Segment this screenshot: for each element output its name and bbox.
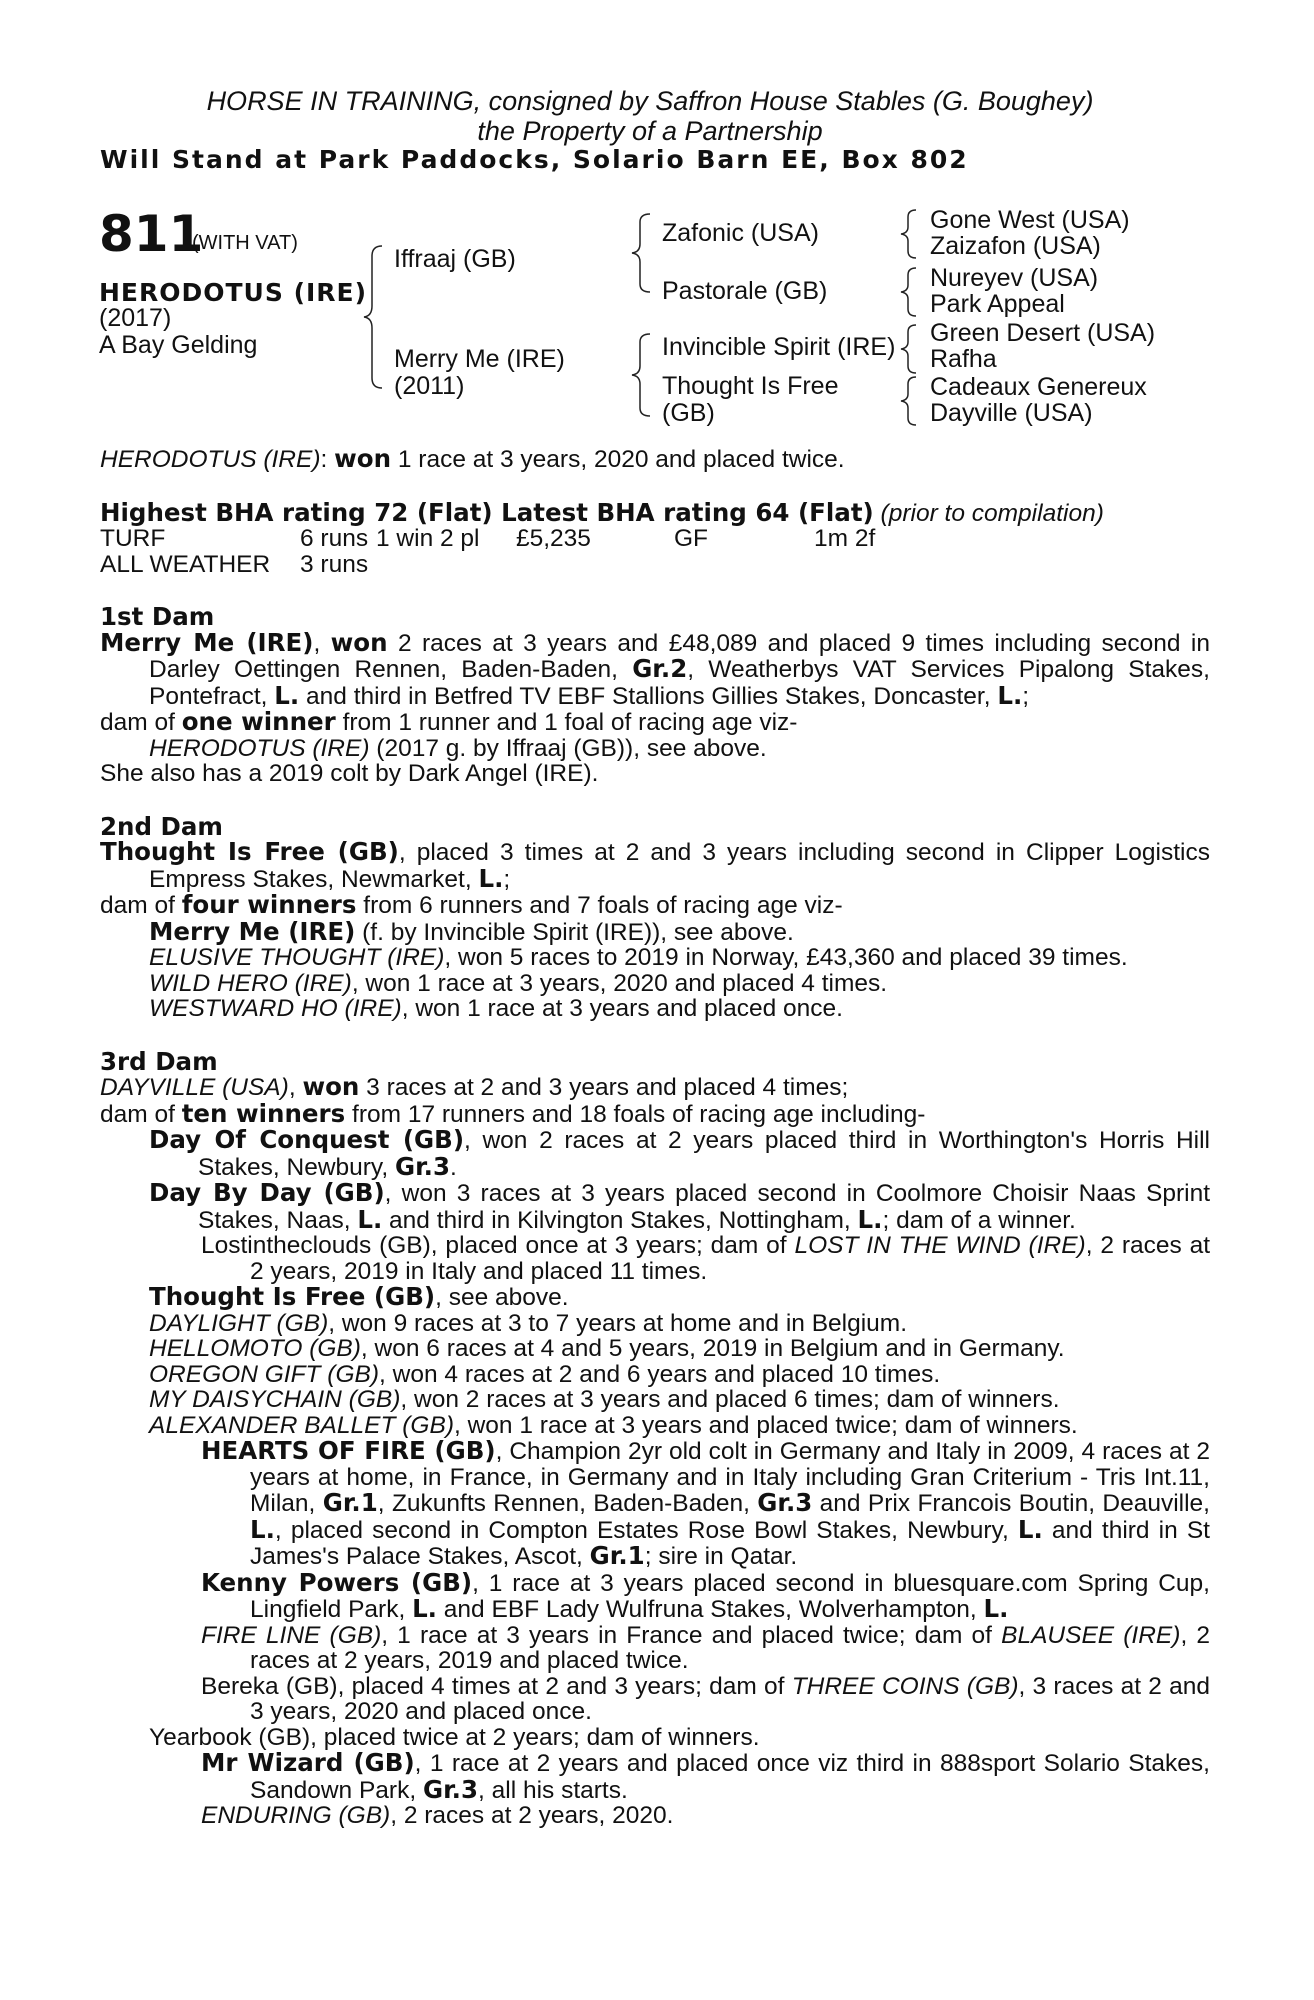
race-summary: HERODOTUS (IRE): won 1 race at 3 years, 2020 and placed twice. bbox=[100, 444, 845, 473]
horse-name: HERODOTUS (IRE) bbox=[99, 278, 368, 307]
pedigree-sire-sire: Zafonic (USA) bbox=[662, 219, 819, 247]
pedigree-sd-dam: Park Appeal bbox=[930, 290, 1065, 318]
consignor-line: HORSE IN TRAINING, consigned by Saffron House Stables (G. Boughey) bbox=[206, 86, 1094, 116]
third-dam-entry: DAYVILLE (USA), won 3 races at 2 and 3 years and placed 4 times; bbox=[100, 1072, 849, 1101]
bha-rating: Highest BHA rating 72 (Flat) Latest BHA rating 64 (Flat) (prior to compilation) bbox=[100, 497, 1104, 527]
pedigree-brace-dam bbox=[628, 330, 658, 420]
third-dam-heading: 3rd Dam bbox=[100, 1046, 218, 1076]
lot-number: 811 bbox=[99, 205, 204, 263]
catalogue-body: HERODOTUS (IRE): won 1 race at 3 years, 2020 and placed twice. Highest BHA rating 72 (Flat) Latest BHA rating 64 (Flat) (prior to compilation) TURF 6 runs 1 win 2 pl £5,235 GF 1m 2f ALL WEATHER 3 runs 1st Dam Merry Me (IRE), won 2 races at 3 years and £48,089 and placed 9 times including second in Darley Oettingen Rennen, Baden-Baden, Gr.2, Weatherbys VAT Services Pipalong Stakes, Pontefract, L. and third in Betfred TV EBF Stallions Gillies Stakes, Doncaster, L.; dam of one winner from 1 runner and 1 foal of racing age viz- HERODOTUS (IRE) (2017 g. by Iffraaj (GB)), see above. She also has a 2019 colt by Dark Angel (IRE). 2nd Dam Thought Is Free (GB), placed 3 times at 2 and 3 years including second in Clipper Logistics Empress Stakes, Newmarket, L.; dam of four winners from 6 runners and 7 foals of racing age viz- Merry Me (IRE) (f. by Invincible Spirit (IRE)), see above. ELUSIVE THOUGHT (IRE), won 5 races to 2019 in Norway, £43,360 and placed 39 times. WILD HERO (IRE), won 1 race at 3 years, 2020 and placed 4 times. WESTWARD HO (IRE), won 1 race at 3 years and placed once. 3rd Dam DAYVILLE (USA), won 3 races at 2 and 3 years and placed 4 times; dam of ten winners from 17 runners and 18 foals of racing age including- Day Of Conquest (GB), won 2 races at 2 years placed third in Worthington's Horris Hill Stakes, Newbury, Gr.3. Day By Day (GB), won 3 races at 3 years placed second in Coolmore Choisir Naas Sprint Stakes, Naas, L. and third in Kilvington Stakes, Nottingham, L.; dam of a winner. Lostintheclouds (GB), placed once at 3 years; dam of LOST IN THE WIND (IRE), 2 races at 2 years, 2019 in Italy and placed 11 times. Thought Is Free (GB), see above. DAYLIGHT (GB), won 9 races at 3 to 7 years at home and in Belgium. HELLOMOTO (GB), won 6 races at 4 and 5 years, 2019 in Belgium and in Germany. OREGON GIFT (GB), won 4 races at 2 and 6 years and placed 10 times. MY DAISYCHAIN (GB), won 2 races at 3 years and placed 6 times; dam of winners. ALEXANDER BALLET (GB), won 1 race at 3 years and placed twice; dam of winners. HEARTS OF FIRE (GB), Champion 2yr old colt in Germany and Italy in 2009, 4 races at 2 years at home, in France, in Germany and in Italy including Gran Criterium - Tris Int.11, Milan, Gr.1, Zukunfts Rennen, Baden-Baden, Gr.3 and Prix Francois Boutin, Deauville, L., placed second in Compton Estates Rose Bowl Stakes, Newbury, L. and third in St James's Palace Stakes, Ascot, Gr.1; sire in Qatar. Kenny Powers (GB), 1 race at 3 years placed second in bluesquare.com Spring Cup, Lingfield Park, L. and EBF Lady Wulfruna Stakes, Wolverhampton, L. FIRE LINE (GB), 1 race at 3 years in France and placed twice; dam of BLAUSEE (IRE), 2 races at 2 years, 2019 and placed twice. Bereka (GB), placed 4 times at 2 and 3 years; dam of THREE COINS (GB), 3 races at 2 and 3 years, 2020 and placed once. Yearbook (GB), placed twice at 2 years; dam of winners. Mr Wizard (GB), 1 race at 2 years and placed once viz third in 888sport Solario Stakes, Sandown Park, Gr.3, all his starts. ENDURING (GB), 2 races at 2 years, 2020. bbox=[100, 444, 1211, 1829]
pedigree-ds-dam: Rafha bbox=[930, 345, 997, 373]
horse-description: A Bay Gelding bbox=[99, 331, 258, 359]
pedigree-dd-sire: Cadeaux Genereux bbox=[930, 373, 1147, 401]
pedigree-brace-sire bbox=[628, 210, 658, 295]
pedigree-brace-ds bbox=[898, 322, 922, 376]
pedigree-dam-sire: Invincible Spirit (IRE) bbox=[662, 333, 896, 361]
stand-location: Will Stand at Park Paddocks, Solario Barn EE, Box 802 bbox=[100, 145, 969, 174]
all-weather-record: ALL WEATHER 3 runs bbox=[100, 550, 369, 578]
pedigree-dd-dam: Dayville (USA) bbox=[930, 399, 1093, 427]
turf-record: TURF 6 runs 1 win 2 pl £5,235 GF 1m 2f bbox=[100, 525, 876, 552]
pedigree-sire-dam: Pastorale (GB) bbox=[662, 277, 828, 305]
pedigree-dam-dam: Thought Is Free bbox=[662, 372, 839, 400]
pedigree-sd-sire: Nureyev (USA) bbox=[930, 264, 1099, 292]
pedigree-sire: Iffraaj (GB) bbox=[394, 245, 516, 273]
ownership-line: the Property of a Partnership bbox=[477, 116, 823, 146]
pedigree-brace-sd bbox=[898, 265, 922, 319]
foaling-year: (2017) bbox=[99, 304, 172, 332]
pedigree-dam: Merry Me (IRE) bbox=[394, 345, 565, 373]
pedigree-dam-dam-country: (GB) bbox=[662, 399, 715, 427]
pedigree-brace-ss bbox=[898, 207, 922, 261]
pedigree-brace-dd bbox=[898, 374, 922, 428]
first-dam-heading: 1st Dam bbox=[100, 602, 215, 631]
first-dam-entry: Merry Me (IRE), won 2 races at 3 years and £48,089 and placed 9 times including second in Darley Oettingen Rennen, Baden-Baden, Gr.2, Weatherbys VAT Services Pipalong Stakes, Pontefract, L. and third in Betfred TV EBF Stallions Gillies Stakes, Doncaster, L.; bbox=[100, 627, 1210, 710]
vat-note: (WITH VAT) bbox=[192, 232, 298, 254]
pedigree-dam-year: (2011) bbox=[394, 372, 465, 400]
second-dam-heading: 2nd Dam bbox=[100, 811, 223, 841]
pedigree-brace-main bbox=[360, 242, 390, 392]
second-dam-entry: Thought Is Free (GB), placed 3 times at 2 and 3 years including second in Clipper Logistics Empress Stakes, Newmarket, L.; bbox=[100, 837, 1210, 893]
pedigree-ss-sire: Gone West (USA) bbox=[930, 206, 1130, 234]
pedigree-ds-sire: Green Desert (USA) bbox=[930, 319, 1156, 347]
pedigree-ss-dam: Zaizafon (USA) bbox=[930, 232, 1101, 260]
